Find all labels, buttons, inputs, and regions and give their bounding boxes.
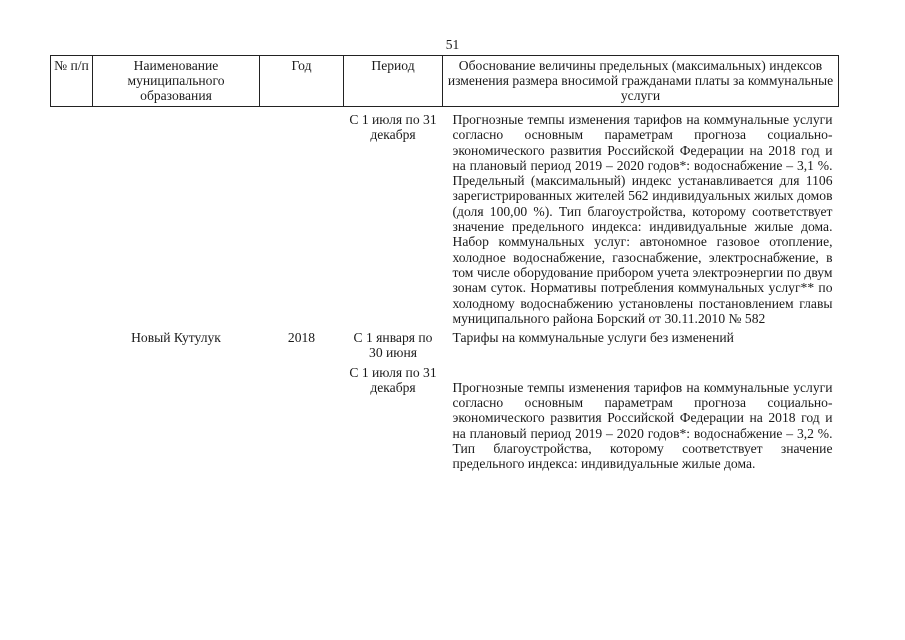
page-number: 51 xyxy=(445,37,460,52)
cell-basis: Прогнозные темпы изменения тарифов на коммунальные услуги согласно основным параметрам прогноза социально-экономического развития Российской Федерации на 2018 год и на плановый период 2019 – 2020 годов*: водоснабжение – 3,2 %. Тип благоустройства, которому соответствует значение предельного индекса: индивидуальные жилые дома. xyxy=(452,379,833,472)
header-period: Период xyxy=(344,56,443,107)
cell-period: С 1 июля по 31 декабря xyxy=(349,364,437,396)
cell-name: Новый Кутулук xyxy=(131,330,221,346)
header-basis: Обоснование величины предельных (максимальных) индексов изменения размера вносимой гражданами платы за коммунальные услуги xyxy=(443,56,839,107)
cell-period: С 1 июля по 31 декабря xyxy=(349,112,437,143)
cell-year xyxy=(260,361,344,472)
cell-year: 2018 xyxy=(287,330,316,346)
table-header-row xyxy=(51,56,839,107)
cell-name xyxy=(93,361,260,472)
tariff-table xyxy=(50,55,839,472)
table-row xyxy=(51,326,839,361)
table-row xyxy=(51,361,839,472)
header-num: № п/п xyxy=(51,56,93,107)
cell-name xyxy=(93,107,260,327)
cell-num xyxy=(51,326,93,361)
cell-num xyxy=(51,361,93,472)
cell-basis: Тарифы на коммунальные услуги без изменений xyxy=(452,330,734,346)
cell-year xyxy=(260,107,344,327)
table-row xyxy=(51,107,839,327)
cell-basis: Прогнозные темпы изменения тарифов на коммунальные услуги согласно основным параметрам прогноза социально-экономического развития Российской Федерации на 2018 год и на плановый период 2019 – 2020 годов*: водоснабжение – 3,1 %. Предельный (максимальный) индекс устанавливается для 1106 зарегистрированных жителей 562 индивидуальных жилых домов (доля 100,00 %). Тип благоустройства, которому соответствует значение предельного индекса: индивидуальные жилые дома. Набор коммунальных услуг: автономное газовое отопление, холодное водоснабжение, газоснабжение, электроснабжение, в том числе оборудование прибором учета электроэнергии по двум зонам суток. Нормативы потребления коммунальных услуг** по холодному водоснабжению установлены постановлением главы муниципального района Борский от 30.11.2010 № 582 xyxy=(452,112,833,326)
cell-period: С 1 января по 30 июня xyxy=(353,330,433,361)
header-name: Наименование муниципального образования xyxy=(93,56,260,107)
cell-num xyxy=(51,107,93,327)
header-year: Год xyxy=(260,56,344,107)
